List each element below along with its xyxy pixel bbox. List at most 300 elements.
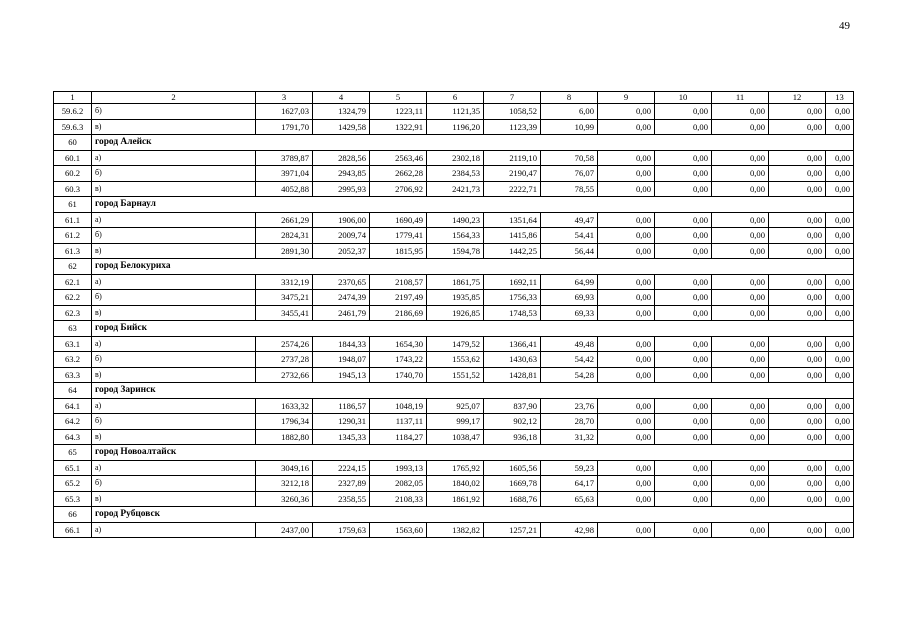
value-cell: 0,00 [655, 476, 712, 492]
value-cell: 54,42 [541, 352, 598, 368]
table-row [54, 336, 854, 352]
row-code: 61.1 [54, 212, 92, 228]
value-cell: 0,00 [826, 398, 854, 414]
value-cell: 2563,46 [370, 150, 427, 166]
row-code: 61.3 [54, 243, 92, 259]
table-row [54, 429, 854, 445]
value-cell: 1882,80 [256, 429, 313, 445]
value-cell: 2421,73 [427, 181, 484, 197]
value-cell: 0,00 [655, 166, 712, 182]
value-cell: 76,07 [541, 166, 598, 182]
value-cell: 1861,75 [427, 274, 484, 290]
city-code: 65 [54, 445, 92, 461]
value-cell: 0,00 [712, 398, 769, 414]
value-cell: 2437,00 [256, 522, 313, 538]
value-cell: 0,00 [826, 460, 854, 476]
row-code: 63.3 [54, 367, 92, 383]
value-cell: 2995,93 [313, 181, 370, 197]
row-code: 65.2 [54, 476, 92, 492]
row-label: а) [92, 398, 256, 414]
value-cell: 999,17 [427, 414, 484, 430]
value-cell: 10,99 [541, 119, 598, 135]
value-cell: 0,00 [655, 228, 712, 244]
value-cell: 1564,33 [427, 228, 484, 244]
value-cell: 64,99 [541, 274, 598, 290]
table-row [54, 476, 854, 492]
row-code: 62.1 [54, 274, 92, 290]
value-cell: 0,00 [769, 274, 826, 290]
value-cell: 1633,32 [256, 398, 313, 414]
value-cell: 0,00 [769, 243, 826, 259]
value-cell: 0,00 [598, 414, 655, 430]
value-cell: 0,00 [769, 104, 826, 120]
value-cell: 1186,57 [313, 398, 370, 414]
row-code: 65.1 [54, 460, 92, 476]
value-cell: 1627,03 [256, 104, 313, 120]
table-row [54, 181, 854, 197]
value-cell: 0,00 [826, 305, 854, 321]
table-row [54, 243, 854, 259]
value-cell: 0,00 [769, 429, 826, 445]
value-cell: 0,00 [826, 290, 854, 306]
row-code: 65.3 [54, 491, 92, 507]
value-cell: 1926,85 [427, 305, 484, 321]
value-cell: 1257,21 [484, 522, 541, 538]
value-cell: 0,00 [712, 166, 769, 182]
row-code: 64.3 [54, 429, 92, 445]
value-cell: 2190,47 [484, 166, 541, 182]
city-name: город Барнаул [92, 197, 854, 213]
row-label: б) [92, 228, 256, 244]
value-cell: 0,00 [826, 491, 854, 507]
value-cell: 3212,18 [256, 476, 313, 492]
value-cell: 0,00 [598, 460, 655, 476]
value-cell: 2737,28 [256, 352, 313, 368]
value-cell: 0,00 [598, 429, 655, 445]
value-cell: 2732,66 [256, 367, 313, 383]
city-row [54, 259, 854, 275]
value-cell: 4052,88 [256, 181, 313, 197]
value-cell: 2943,85 [313, 166, 370, 182]
value-cell: 0,00 [826, 476, 854, 492]
value-cell: 1654,30 [370, 336, 427, 352]
row-label: б) [92, 104, 256, 120]
column-header: 6 [427, 92, 484, 104]
city-code: 66 [54, 507, 92, 523]
value-cell: 0,00 [655, 243, 712, 259]
column-header: 12 [769, 92, 826, 104]
value-cell: 54,41 [541, 228, 598, 244]
table-row [54, 491, 854, 507]
value-cell: 1123,39 [484, 119, 541, 135]
row-code: 60.3 [54, 181, 92, 197]
value-cell: 0,00 [712, 414, 769, 430]
value-cell: 0,00 [598, 290, 655, 306]
value-cell: 1553,62 [427, 352, 484, 368]
value-cell: 0,00 [712, 429, 769, 445]
value-cell: 1428,81 [484, 367, 541, 383]
row-code: 59.6.3 [54, 119, 92, 135]
row-code: 66.1 [54, 522, 92, 538]
column-header: 4 [313, 92, 370, 104]
value-cell: 1743,22 [370, 352, 427, 368]
value-cell: 1759,63 [313, 522, 370, 538]
value-cell: 2108,57 [370, 274, 427, 290]
row-label: б) [92, 166, 256, 182]
city-name: город Заринск [92, 383, 854, 399]
value-cell: 0,00 [769, 336, 826, 352]
value-cell: 0,00 [769, 414, 826, 430]
value-cell: 1688,76 [484, 491, 541, 507]
value-cell: 54,28 [541, 367, 598, 383]
row-label: в) [92, 243, 256, 259]
value-cell: 1605,56 [484, 460, 541, 476]
column-header: 2 [92, 92, 256, 104]
value-cell: 0,00 [712, 352, 769, 368]
column-header: 7 [484, 92, 541, 104]
city-code: 63 [54, 321, 92, 337]
value-cell: 0,00 [712, 181, 769, 197]
table-row [54, 274, 854, 290]
value-cell: 0,00 [598, 305, 655, 321]
value-cell: 1563,60 [370, 522, 427, 538]
value-cell: 1038,47 [427, 429, 484, 445]
value-cell: 0,00 [655, 150, 712, 166]
table-row [54, 398, 854, 414]
value-cell: 1840,02 [427, 476, 484, 492]
column-header: 13 [826, 92, 854, 104]
row-label: в) [92, 491, 256, 507]
row-label: в) [92, 429, 256, 445]
value-cell: 1196,20 [427, 119, 484, 135]
value-cell: 1993,13 [370, 460, 427, 476]
value-cell: 0,00 [598, 352, 655, 368]
value-cell: 0,00 [769, 150, 826, 166]
table-row [54, 290, 854, 306]
value-cell: 0,00 [769, 228, 826, 244]
column-header: 5 [370, 92, 427, 104]
value-cell: 1906,00 [313, 212, 370, 228]
value-cell: 1290,31 [313, 414, 370, 430]
value-cell: 3789,87 [256, 150, 313, 166]
value-cell: 1690,49 [370, 212, 427, 228]
value-cell: 3312,19 [256, 274, 313, 290]
value-cell: 0,00 [769, 212, 826, 228]
value-cell: 902,12 [484, 414, 541, 430]
column-header: 11 [712, 92, 769, 104]
value-cell: 59,23 [541, 460, 598, 476]
value-cell: 0,00 [712, 290, 769, 306]
value-cell: 0,00 [826, 104, 854, 120]
value-cell: 2224,15 [313, 460, 370, 476]
city-code: 62 [54, 259, 92, 275]
value-cell: 1058,52 [484, 104, 541, 120]
value-cell: 1844,33 [313, 336, 370, 352]
value-cell: 6,00 [541, 104, 598, 120]
row-code: 61.2 [54, 228, 92, 244]
value-cell: 0,00 [769, 460, 826, 476]
value-cell: 64,17 [541, 476, 598, 492]
value-cell: 0,00 [655, 522, 712, 538]
value-cell: 0,00 [598, 228, 655, 244]
value-cell: 0,00 [655, 212, 712, 228]
value-cell: 837,90 [484, 398, 541, 414]
value-cell: 1121,35 [427, 104, 484, 120]
value-cell: 1765,92 [427, 460, 484, 476]
row-label: а) [92, 460, 256, 476]
value-cell: 2009,74 [313, 228, 370, 244]
value-cell: 0,00 [769, 491, 826, 507]
table-row [54, 352, 854, 368]
row-label: а) [92, 336, 256, 352]
table-row [54, 414, 854, 430]
value-cell: 936,18 [484, 429, 541, 445]
value-cell: 0,00 [826, 429, 854, 445]
row-label: а) [92, 522, 256, 538]
table-row [54, 367, 854, 383]
value-cell: 0,00 [598, 104, 655, 120]
value-cell: 0,00 [826, 181, 854, 197]
city-name: город Новоалтайск [92, 445, 854, 461]
value-cell: 2108,33 [370, 491, 427, 507]
city-row [54, 383, 854, 399]
table-row [54, 228, 854, 244]
value-cell: 0,00 [826, 228, 854, 244]
value-cell: 1324,79 [313, 104, 370, 120]
value-cell: 2706,92 [370, 181, 427, 197]
value-cell: 42,98 [541, 522, 598, 538]
value-cell: 1740,70 [370, 367, 427, 383]
value-cell: 0,00 [712, 367, 769, 383]
row-code: 63.2 [54, 352, 92, 368]
value-cell: 0,00 [712, 243, 769, 259]
row-label: в) [92, 367, 256, 383]
column-header: 9 [598, 92, 655, 104]
city-code: 61 [54, 197, 92, 213]
value-cell: 1430,63 [484, 352, 541, 368]
city-code: 64 [54, 383, 92, 399]
row-label: б) [92, 476, 256, 492]
value-cell: 0,00 [769, 522, 826, 538]
value-cell: 0,00 [598, 476, 655, 492]
value-cell: 0,00 [655, 181, 712, 197]
value-cell: 0,00 [769, 166, 826, 182]
value-cell: 1184,27 [370, 429, 427, 445]
row-code: 62.2 [54, 290, 92, 306]
column-header: 1 [54, 92, 92, 104]
value-cell: 1351,64 [484, 212, 541, 228]
value-cell: 0,00 [655, 429, 712, 445]
value-cell: 2891,30 [256, 243, 313, 259]
value-cell: 0,00 [598, 119, 655, 135]
value-cell: 69,33 [541, 305, 598, 321]
value-cell: 0,00 [712, 212, 769, 228]
value-cell: 70,58 [541, 150, 598, 166]
value-cell: 0,00 [598, 166, 655, 182]
value-cell: 28,70 [541, 414, 598, 430]
row-label: а) [92, 212, 256, 228]
value-cell: 0,00 [712, 150, 769, 166]
value-cell: 0,00 [712, 119, 769, 135]
value-cell: 0,00 [655, 491, 712, 507]
value-cell: 49,48 [541, 336, 598, 352]
value-cell: 0,00 [826, 150, 854, 166]
page-number: 49 [839, 20, 850, 32]
table-row [54, 460, 854, 476]
value-cell: 1669,78 [484, 476, 541, 492]
value-cell: 0,00 [655, 367, 712, 383]
value-cell: 0,00 [826, 212, 854, 228]
row-code: 62.3 [54, 305, 92, 321]
value-cell: 0,00 [769, 181, 826, 197]
row-label: а) [92, 274, 256, 290]
city-name: город Бийск [92, 321, 854, 337]
value-cell: 0,00 [826, 166, 854, 182]
value-cell: 0,00 [598, 150, 655, 166]
value-cell: 0,00 [712, 104, 769, 120]
value-cell: 0,00 [712, 522, 769, 538]
value-cell: 0,00 [598, 243, 655, 259]
row-label: в) [92, 305, 256, 321]
value-cell: 3475,21 [256, 290, 313, 306]
table-row [54, 212, 854, 228]
value-cell: 2302,18 [427, 150, 484, 166]
city-row [54, 321, 854, 337]
row-code: 64.2 [54, 414, 92, 430]
column-header: 10 [655, 92, 712, 104]
city-row [54, 197, 854, 213]
value-cell: 0,00 [712, 336, 769, 352]
value-cell: 78,55 [541, 181, 598, 197]
city-name: город Белокуриха [92, 259, 854, 275]
city-code: 60 [54, 135, 92, 151]
row-code: 63.1 [54, 336, 92, 352]
value-cell: 925,07 [427, 398, 484, 414]
value-cell: 69,93 [541, 290, 598, 306]
value-cell: 1948,07 [313, 352, 370, 368]
value-cell: 1692,11 [484, 274, 541, 290]
value-cell: 1594,78 [427, 243, 484, 259]
value-cell: 0,00 [712, 228, 769, 244]
value-cell: 1382,82 [427, 522, 484, 538]
value-cell: 0,00 [655, 290, 712, 306]
value-cell: 1796,34 [256, 414, 313, 430]
value-cell: 2082,05 [370, 476, 427, 492]
value-cell: 0,00 [655, 104, 712, 120]
value-cell: 1779,41 [370, 228, 427, 244]
value-cell: 0,00 [655, 398, 712, 414]
value-cell: 0,00 [826, 522, 854, 538]
value-cell: 3049,16 [256, 460, 313, 476]
value-cell: 0,00 [655, 119, 712, 135]
value-cell: 0,00 [826, 352, 854, 368]
value-cell: 0,00 [598, 491, 655, 507]
value-cell: 0,00 [769, 398, 826, 414]
value-cell: 0,00 [598, 367, 655, 383]
table-row [54, 522, 854, 538]
value-cell: 0,00 [769, 476, 826, 492]
value-cell: 56,44 [541, 243, 598, 259]
value-cell: 0,00 [655, 352, 712, 368]
value-cell: 0,00 [598, 336, 655, 352]
value-cell: 0,00 [712, 491, 769, 507]
value-cell: 1861,92 [427, 491, 484, 507]
value-cell: 0,00 [598, 522, 655, 538]
value-cell: 0,00 [712, 476, 769, 492]
column-header: 3 [256, 92, 313, 104]
value-cell: 2222,71 [484, 181, 541, 197]
table-body [54, 104, 854, 538]
value-cell: 3971,04 [256, 166, 313, 182]
table-row [54, 166, 854, 182]
row-label: в) [92, 119, 256, 135]
row-code: 59.6.2 [54, 104, 92, 120]
row-code: 64.1 [54, 398, 92, 414]
value-cell: 1048,19 [370, 398, 427, 414]
city-name: город Алейск [92, 135, 854, 151]
value-cell: 0,00 [769, 367, 826, 383]
value-cell: 0,00 [826, 243, 854, 259]
value-cell: 3260,36 [256, 491, 313, 507]
value-cell: 2186,69 [370, 305, 427, 321]
value-cell: 2662,28 [370, 166, 427, 182]
value-cell: 0,00 [769, 305, 826, 321]
row-label: а) [92, 150, 256, 166]
value-cell: 49,47 [541, 212, 598, 228]
value-cell: 0,00 [655, 274, 712, 290]
value-cell: 0,00 [655, 460, 712, 476]
value-cell: 1442,25 [484, 243, 541, 259]
value-cell: 1429,58 [313, 119, 370, 135]
value-cell: 2461,79 [313, 305, 370, 321]
value-cell: 0,00 [598, 181, 655, 197]
value-cell: 0,00 [826, 274, 854, 290]
value-cell: 0,00 [769, 119, 826, 135]
value-cell: 2574,26 [256, 336, 313, 352]
value-cell: 0,00 [769, 352, 826, 368]
value-cell: 2197,49 [370, 290, 427, 306]
value-cell: 1815,95 [370, 243, 427, 259]
value-cell: 3455,41 [256, 305, 313, 321]
value-cell: 2824,31 [256, 228, 313, 244]
value-cell: 1756,33 [484, 290, 541, 306]
value-cell: 2052,37 [313, 243, 370, 259]
value-cell: 1415,86 [484, 228, 541, 244]
table-row [54, 104, 854, 120]
value-cell: 2358,55 [313, 491, 370, 507]
value-cell: 0,00 [655, 305, 712, 321]
table-row [54, 150, 854, 166]
value-cell: 0,00 [826, 367, 854, 383]
city-row [54, 507, 854, 523]
tariff-table [53, 91, 854, 538]
header-row [54, 92, 854, 104]
value-cell: 0,00 [655, 336, 712, 352]
row-code: 60.2 [54, 166, 92, 182]
value-cell: 2119,10 [484, 150, 541, 166]
value-cell: 2327,89 [313, 476, 370, 492]
row-label: б) [92, 414, 256, 430]
value-cell: 1791,70 [256, 119, 313, 135]
table-row [54, 305, 854, 321]
row-label: б) [92, 290, 256, 306]
value-cell: 1322,91 [370, 119, 427, 135]
value-cell: 1137,11 [370, 414, 427, 430]
value-cell: 1945,13 [313, 367, 370, 383]
value-cell: 0,00 [598, 398, 655, 414]
city-row [54, 445, 854, 461]
value-cell: 1935,85 [427, 290, 484, 306]
